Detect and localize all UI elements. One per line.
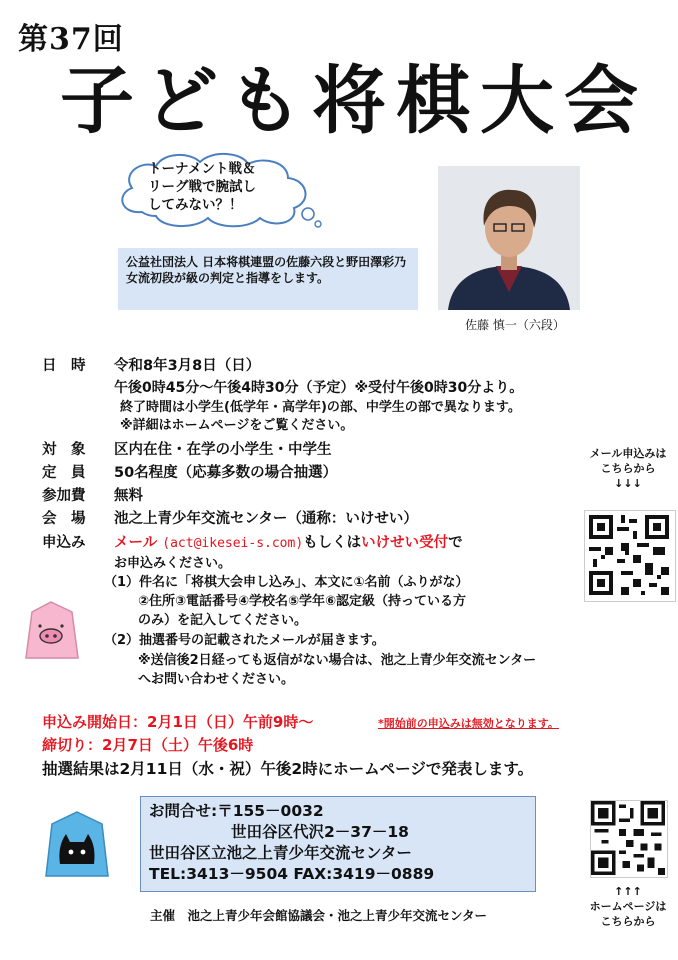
sponsor: 主催 池之上青少年会館協議会・池之上青少年交流センター [150,908,488,923]
mail-qr-note-line: メール申込みは [589,447,667,460]
person-silhouette-icon [438,166,580,310]
homepage-qr-note-line: ↑↑↑ [614,885,642,898]
step2-note: ※送信後2日経っても返信がない場合は、池之上青少年交流センター [138,653,537,668]
step1-line: ②住所③電話番号④学校名⑤学年⑥認定級（持っている方 [138,594,467,609]
fee-label: 参加費 [42,488,86,504]
deadline: 締切り：2月7日（土）午後6時 [42,736,254,754]
apply-de: で [448,535,463,551]
mail-qr-note-line: こちらから [600,462,656,475]
bubble-line: リーグ戦で腕試し [148,179,256,195]
contact-facility: 世田谷区立池之上青少年交流センター [149,844,412,862]
apply-start-note: *開始前の申込みは無効となります。 [378,717,559,730]
homepage-qr-note [578,884,678,929]
venue-label: 会 場 [42,511,86,527]
apply-cont: お申込みください。 [114,556,232,571]
contact-line: お問合せ:〒155－0032 [149,802,324,820]
bubble-line: トーナメント戦＆ [148,161,256,177]
contact-phone: TEL:3413－9504 FAX:3419－0889 [149,865,435,883]
cat-shogi-piece-icon [44,810,110,880]
bubble-text [148,160,298,214]
date-label: 日 時 [42,358,86,374]
apply-mail: メール [114,535,158,551]
contact-box [140,796,536,892]
apply-reception: いけせい受付 [361,535,449,551]
capacity-label: 定 員 [42,465,86,481]
bubble-line: してみない？！ [148,197,243,213]
result-announcement: 抽選結果は2月11日（水・祝）午後2時にホームページで発表します。 [42,760,534,778]
fee-row [42,486,143,506]
time-note: 終了時間は小学生(低学年・高学年)の部、中学生の部で異なります。 [120,400,521,415]
venue-row [42,509,418,529]
target-label: 対 象 [42,442,86,458]
step1-line: のみ）を記入してください。 [138,613,308,628]
mail-qr-note-line: ↓↓↓ [614,477,642,490]
instructor-photo [438,166,580,310]
capacity-row [42,463,337,483]
step1-line: （1）件名に「将棋大会申し込み」、本文に①名前（ふりがな） [104,575,469,590]
homepage-qr-note-line: こちらから [600,915,656,928]
mail-qr-code[interactable] [584,510,676,602]
homepage-qr-note-line: ホームページは [589,900,667,913]
fee-value: 無料 [114,488,143,504]
step2-line: （2）抽選番号の記載されたメールが届きます。 [104,633,385,648]
venue-value: 池之上青少年交流センター（通称：いけせい） [114,511,418,527]
qr-code-icon [591,801,665,875]
apply-label: 申込み [42,535,86,551]
apply-row [42,533,463,554]
apply-email-link[interactable]: (act@ikesei-s.com) [162,536,304,551]
edition-label: 第37回 [18,22,124,57]
contact-address: 世田谷区代沢2－37－18 [231,823,409,841]
page-title: 子ども将棋大会 [60,58,648,144]
target-row [42,440,332,460]
date-row [42,356,260,376]
homepage-qr-code[interactable] [590,800,668,878]
time-value: 午後0時45分～午後4時30分（予定）※受付午後0時30分より。 [114,380,524,396]
mail-qr-note [580,446,676,491]
capacity-value: 50名程度（応募多数の場合抽選） [114,465,338,481]
intro-box: 公益社団法人 日本将棋連盟の佐藤六段と野田澤彩乃 女流初段が級の判定と指導をします。 [118,248,418,310]
step2-note: へお問い合わせください。 [138,672,295,687]
pig-shogi-piece-icon [22,600,80,662]
target-value: 区内在住・在学の小学生・中学生 [114,442,332,458]
apply-or: もしくは [303,535,362,551]
apply-start: 申込み開始日：2月1日（日）午前9時～ [42,713,314,731]
date-value: 令和8年3月8日（日） [114,358,261,374]
photo-caption: 佐藤 慎一（六段） [465,318,565,332]
time-note: ※詳細はホームページをご覧ください。 [120,418,354,433]
qr-code-icon [585,511,673,599]
